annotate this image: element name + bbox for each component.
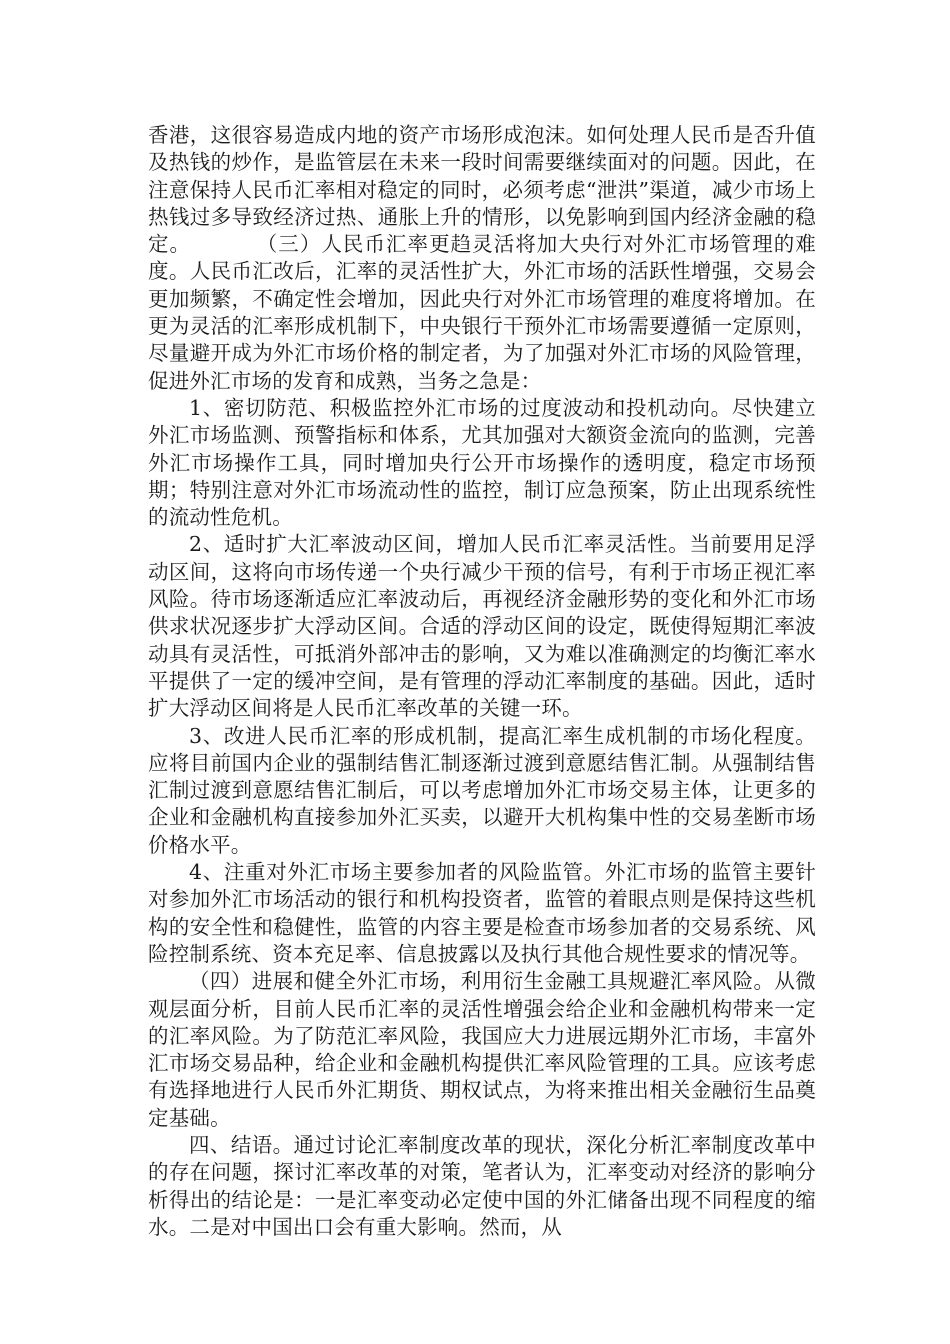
paragraph-point-3: 3、改进人民币汇率的形成机制，提高汇率生成机制的市场化程度。应将目前国内企业的强制结售汇制逐渐过渡到意愿结售汇制。从强制结售汇制过渡到意愿结售汇制后，可以考虑增加外汇市场交易主体，让更多的企业和金融机构直接参加外汇买卖，以避开大机构集中性的交易垄断市场价格水平。: [148, 723, 816, 857]
document-body: [148, 122, 816, 1241]
paragraph-conclusion: 四、结语。通过讨论汇率制度改革的现状，深化分析汇率制度改革中的存在问题，探讨汇率改革的对策，笔者认为，汇率变动对经济的影响分析得出的结论是：一是汇率变动必定使中国的外汇储备出现不同程度的缩水。二是对中国出口会有重大影响。然而，从: [148, 1132, 816, 1239]
paragraph-point-4: 4、注重对外汇市场主要参加者的风险监管。外汇市场的监管主要针对参加外汇市场活动的银行和机构投资者，监管的着眼点则是保持这些机构的安全性和稳健性，监管的内容主要是检查市场参加者的交易系统、风险控制系统、资本充足率、信息披露以及执行其他合规性要求的情况等。: [148, 860, 816, 966]
paragraph-point-2: 2、适时扩大汇率波动区间，增加人民币汇率灵活性。当前要用足浮动区间，这将向市场传递一个央行减少干预的信号，有利于市场正视汇率风险。待市场逐渐适应汇率波动后，再视经济金融形势的变化和外汇市场供求状况逐步扩大浮动区间。合适的浮动区间的设定，既使得短期汇率波动具有灵活性，可抵消外部冲击的影响，又为难以准确测定的均衡汇率水平提供了一定的缓冲空间，是有管理的浮动汇率制度的基础。因此，适时扩大浮动区间将是人民币汇率改革的关键一环。: [148, 532, 816, 721]
paragraph-point-1: 1、密切防范、积极监控外汇市场的过度波动和投机动向。尽快建立外汇市场监测、预警指标和体系，尤其加强对大额资金流向的监测，完善外汇市场操作工具，同时增加央行公开市场操作的透明度，稳定市场预期；特别注意对外汇市场流动性的监控，制订应急预案，防止出现系统性的流动性危机。: [148, 395, 816, 530]
paragraph-section-4: （四）进展和健全外汇市场，利用衍生金融工具规避汇率风险。从微观层面分析，目前人民币汇率的灵活性增强会给企业和金融机构带来一定的汇率风险。为了防范汇率风险，我国应大力进展远期外汇市场，丰富外汇市场交易品种，给企业和金融机构提供汇率风险管理的工具。应该考虑有选择地进行人民币外汇期货、期权试点，为将来推出相关金融衍生品奠定基础。: [148, 969, 816, 1130]
paragraph-intro: 香港，这很容易造成内地的资产市场形成泡沫。如何处理人民币是否升值及热钱的炒作，是监管层在未来一段时间需要继续面对的问题。因此，在注意保持人民币汇率相对稳定的同时，必须考虑“泄洪”渠道，减少市场上热钱过多导致经济过热、通胀上升的情形，以免影响到国内经济金融的稳定。 （三）人民币汇率更趋灵活将加大央行对外汇市场管理的难度。人民币汇改后，汇率的灵活性扩大，外汇市场的活跃性增强，交易会更加频繁，不确定性会增加，因此央行对外汇市场管理的难度将增加。在更为灵活的汇率形成机制下，中央银行干预外汇市场需要遵循一定原则，尽量避开成为外汇市场价格的制定者，为了加强对外汇市场的风险管理，促进外汇市场的发育和成熟，当务之急是：: [148, 123, 816, 393]
